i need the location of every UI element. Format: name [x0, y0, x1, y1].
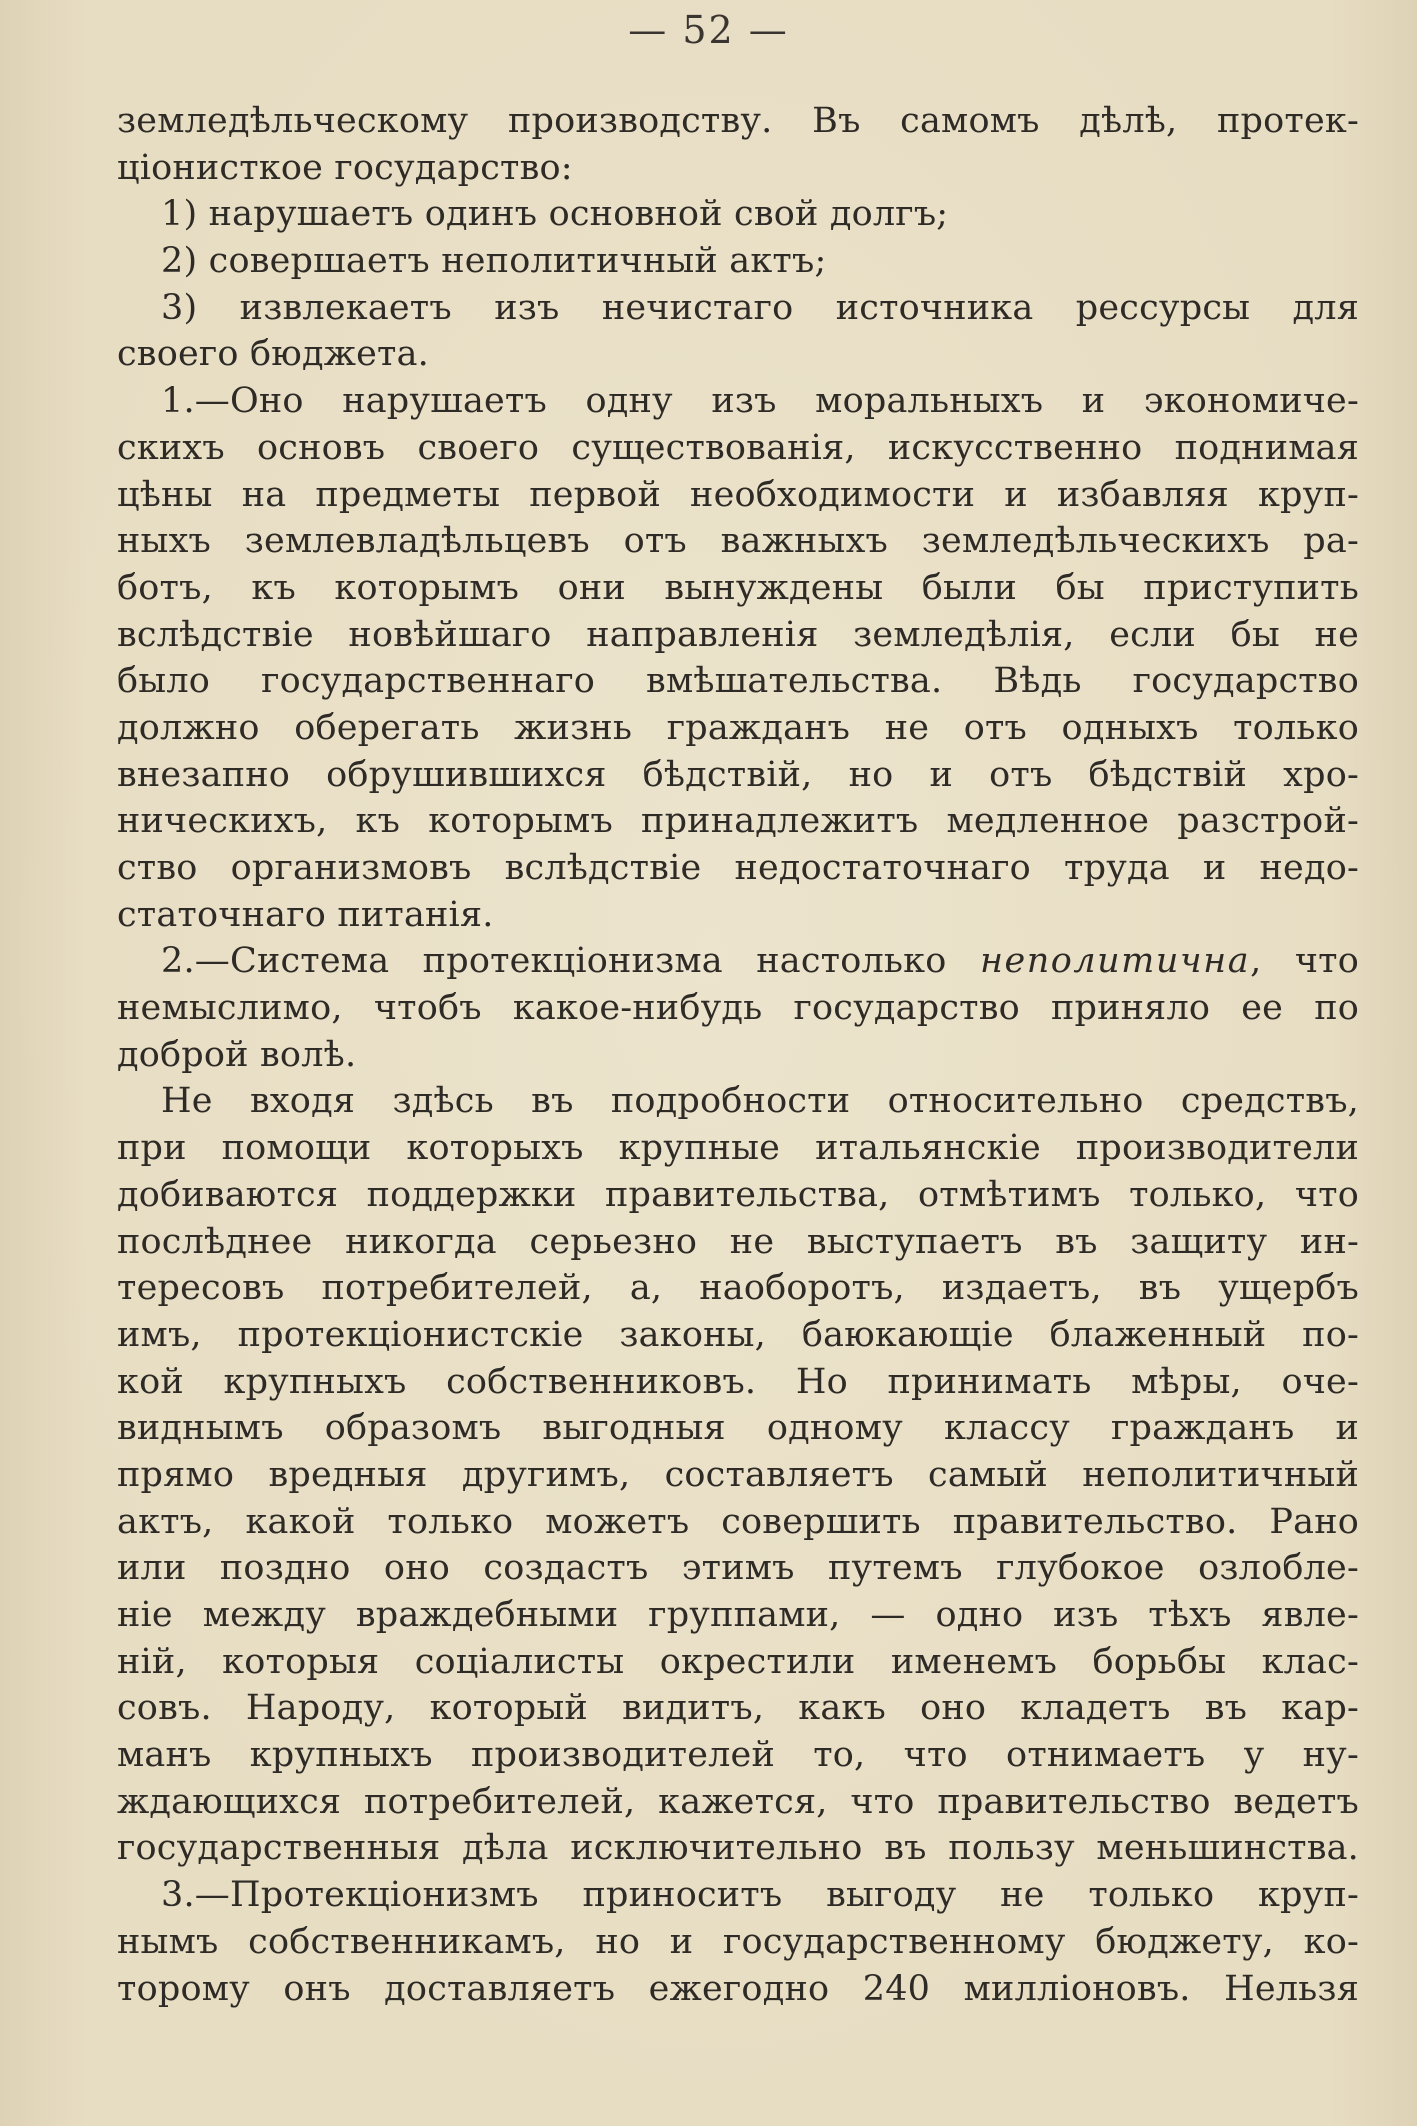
text-line: актъ, какой только можетъ совершить правительство. Рано [117, 1501, 1359, 1542]
text-line: доброй волѣ. [117, 1034, 357, 1075]
text-line: государственныя дѣла исключительно въ пользу меньшинства. [117, 1828, 1359, 1869]
text-line: виднымъ образомъ выгодныя одному классу гражданъ и [117, 1408, 1359, 1449]
list-item: 2) совершаетъ неполитичный актъ; [161, 241, 827, 282]
text-line: послѣднее никогда серьезно не выступаетъ въ защиту ин- [117, 1221, 1359, 1262]
text-line: своего бюджета. [117, 334, 429, 375]
paragraph-start [117, 938, 1359, 985]
text-line: ній, которыя соціалисты окрестили именемъ борьбы клас- [117, 1641, 1359, 1682]
text-segment: , что [1250, 941, 1359, 982]
text-line: ныхъ землевладѣльцевъ отъ важныхъ земледѣльческихъ ра- [117, 521, 1359, 562]
text-line: цѣны на предметы первой необходимости и избавляя круп- [117, 474, 1359, 515]
italic-emphasis: неполитична [979, 941, 1251, 982]
text-line: или поздно оно создастъ этимъ путемъ глубокое озлобле- [117, 1548, 1359, 1589]
list-item: 1) нарушаетъ одинъ основной свой долгъ; [161, 194, 949, 235]
paragraph-start: 3.—Протекціонизмъ приноситъ выгоду не только круп- [161, 1875, 1359, 1916]
text-line: ніе между враждебными группами, — одно изъ тѣхъ явле- [117, 1595, 1359, 1635]
text-line: при помощи которыхъ крупные итальянскіе производители [117, 1128, 1359, 1169]
text-line: добиваются поддержки правительства, отмѣтимъ только, что [117, 1174, 1359, 1215]
text-line: скихъ основъ своего существованія, искусственно поднимая [117, 427, 1359, 468]
text-line: тересовъ потребителей, а, наоборотъ, издаетъ, въ ущербъ [117, 1268, 1359, 1309]
text-line: ническихъ, къ которымъ принадлежитъ медленное разстрой- [117, 801, 1359, 842]
list-item: 3) извлекаетъ изъ нечистаго источника рессурсы для [161, 287, 1359, 328]
text-line: ство организмовъ вслѣдствіе недостаточнаго труда и недо- [117, 848, 1359, 888]
text-line: манъ крупныхъ производителей то, что отнимаетъ у ну- [117, 1735, 1359, 1776]
text-line: ждающихся потребителей, кажется, что правительство ведетъ [117, 1781, 1359, 1822]
text-line: вслѣдствіе новѣйшаго направленія земледѣлія, если бы не [117, 614, 1359, 655]
text-line: ціонисткое государство: [117, 147, 573, 188]
text-line: земледѣльческому производству. Въ самомъ дѣлѣ, протек- [117, 101, 1359, 141]
text-line: совъ. Народу, который видитъ, какъ оно кладетъ въ кар- [117, 1688, 1359, 1729]
text-line: должно оберегать жизнь гражданъ не отъ одныхъ только [117, 707, 1359, 748]
text-line: внезапно обрушившихся бѣдствій, но и отъ бѣдствій хро- [117, 754, 1359, 795]
text-line: имъ, протекціонистскіе законы, баюкающіе блаженный по- [117, 1314, 1359, 1355]
text-line: прямо вредныя другимъ, составляетъ самый неполитичный [117, 1454, 1359, 1495]
paragraph-start: Не входя здѣсь въ подробности относительно средствъ, [161, 1081, 1359, 1122]
text-line: статочнаго питанія. [117, 894, 494, 935]
page-number: — 52 — [628, 8, 789, 52]
paragraph-start: 1.—Оно нарушаетъ одну изъ моральныхъ и экономиче- [161, 381, 1359, 422]
text-line: нымъ собственникамъ, но и государственному бюджету, ко- [117, 1921, 1359, 1962]
text-line: ботъ, къ которымъ они вынуждены были бы приступить [117, 567, 1359, 608]
text-line: кой крупныхъ собственниковъ. Но принимать мѣры, оче- [117, 1361, 1359, 1402]
text-line: немыслимо, чтобъ какое-нибудь государство приняло ее по [117, 988, 1359, 1029]
text-segment: 2.—Система протекціонизма настолько [161, 941, 947, 982]
text-line: торому онъ доставляетъ ежегодно 240 милліоновъ. Нельзя [117, 1968, 1359, 2009]
text-line: было государственнаго вмѣшательства. Вѣдь государство [117, 661, 1359, 702]
body-text [117, 98, 1359, 2012]
